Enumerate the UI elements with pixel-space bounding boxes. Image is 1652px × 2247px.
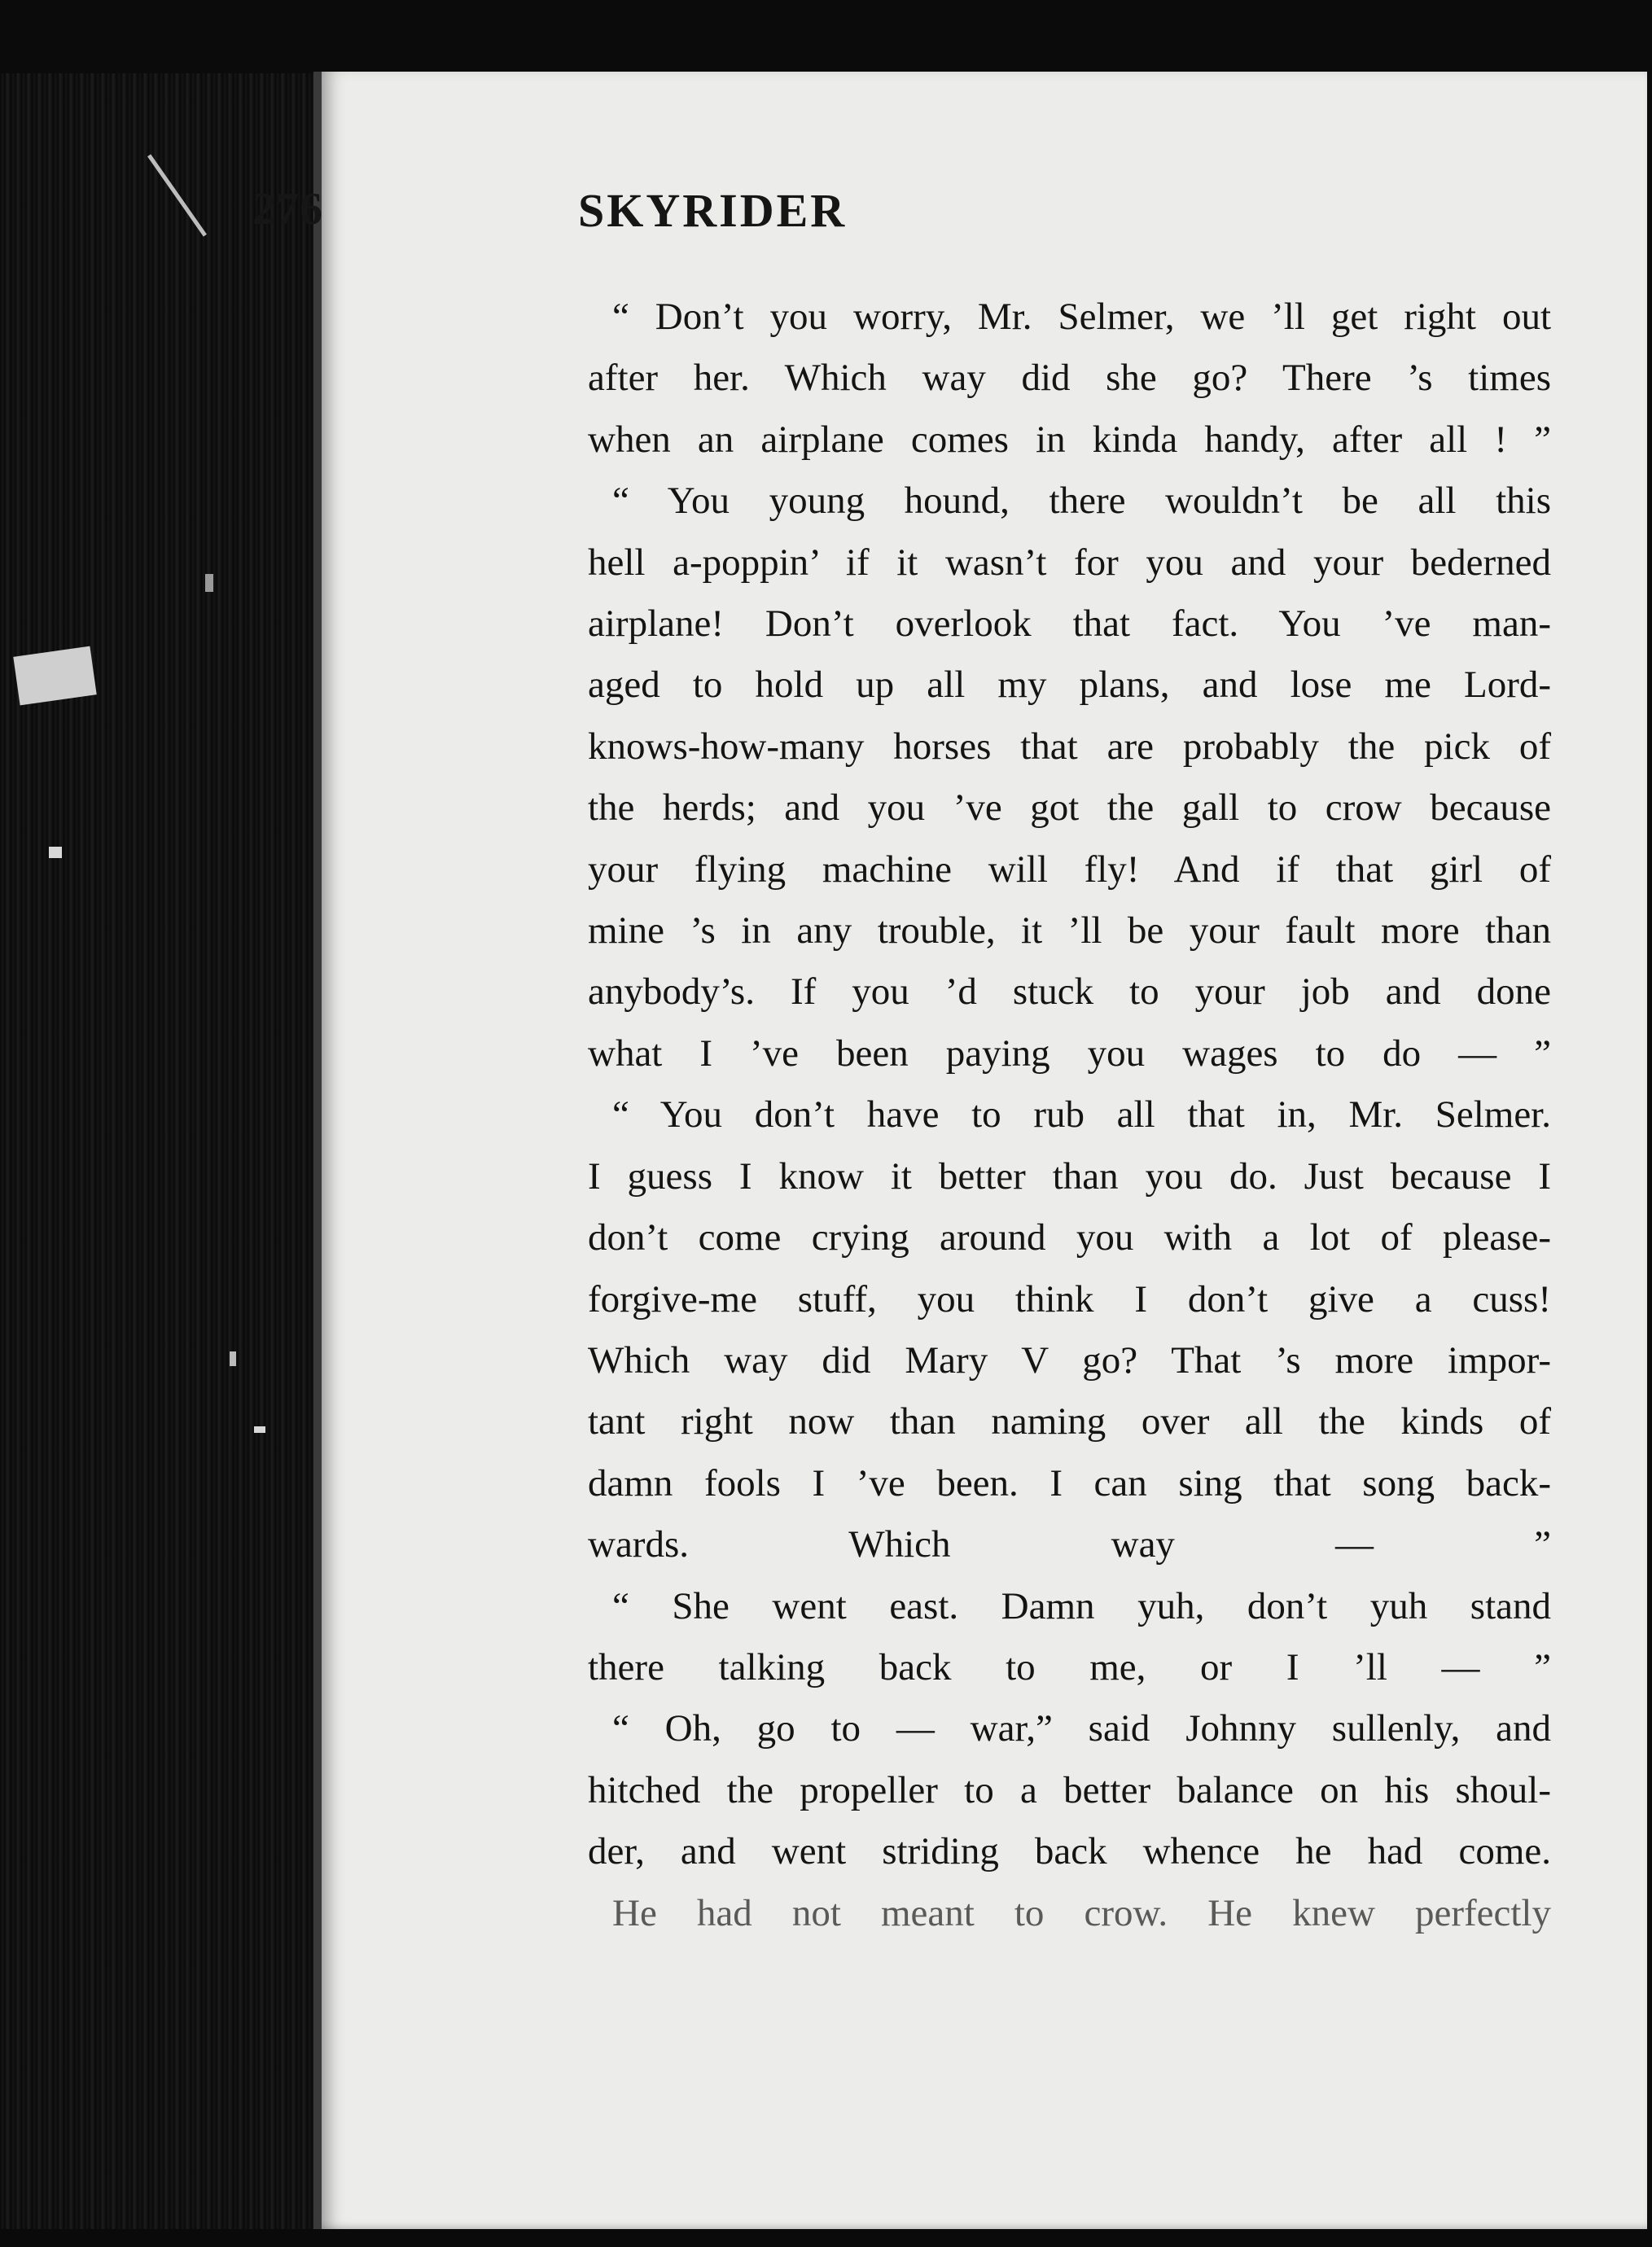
spine-scratch <box>147 154 207 236</box>
text-line: your flying machine will fly! And if that girl of <box>588 848 1551 891</box>
spine-scratch <box>13 646 96 706</box>
paragraph <box>588 1883 1551 1944</box>
text-line: aged to hold up all my plans, and lose me Lord- <box>588 664 1551 707</box>
paragraph <box>588 471 1551 1084</box>
text-line: anybody’s. If you ’d stuck to your job and done <box>588 970 1551 1014</box>
text-line: don’t come crying around you with a lot of please- <box>588 1216 1551 1259</box>
book-spine-edge <box>0 0 326 2247</box>
text-line: Which way did Mary V go? That ’s more impor- <box>588 1338 1551 1382</box>
text-line: when an airplane comes in kinda handy, after all ! ” <box>588 418 1551 461</box>
page-header <box>252 183 1551 248</box>
spine-speck <box>254 1426 265 1433</box>
text-line: He had not meant to crow. He knew perfectly <box>612 1891 1551 1934</box>
paragraph <box>588 1084 1551 1575</box>
text-line: wards. Which way — ” <box>588 1523 1551 1566</box>
text-line: what I ’ve been paying you wages to do — ” <box>588 1032 1551 1075</box>
text-line: tant right now than naming over all the kinds of <box>588 1400 1551 1443</box>
text-line: “ Don’t you worry, Mr. Selmer, we ’ll get right out <box>612 296 1551 338</box>
text-line: hitched the propeller to a better balance on his shoul- <box>588 1768 1551 1811</box>
text-line: “ You don’t have to rub all that in, Mr. Selmer. <box>612 1093 1551 1137</box>
text-line: there talking back to me, or I ’ll — ” <box>588 1645 1551 1689</box>
text-line: mine ’s in any trouble, it ’ll be your fault more than <box>588 909 1551 953</box>
text-line: “ She went east. Damn yuh, don’t yuh stand <box>612 1584 1551 1627</box>
running-title: SKYRIDER <box>578 184 848 237</box>
text-line: “ Oh, go to — war,” said Johnny sullenly, and <box>612 1707 1551 1750</box>
spine-speck <box>205 574 213 592</box>
spine-speck <box>230 1351 236 1366</box>
text-line: after her. Which way did she go? There ’s times <box>588 357 1551 400</box>
body-text <box>588 287 1551 1944</box>
scan-border-top <box>0 0 1652 73</box>
text-line: forgive-me stuff, you think I don’t give a cuss! <box>588 1277 1551 1321</box>
text-line: airplane! Don’t overlook that fact. You ’ve man- <box>588 602 1551 646</box>
text-line: hell a-poppin’ if it wasn’t for you and your bederned <box>588 541 1551 584</box>
paragraph <box>588 1698 1551 1882</box>
text-line: I guess I know it better than you do. Just because I <box>588 1154 1551 1198</box>
page-number: 276 <box>252 184 323 234</box>
paragraph <box>588 287 1551 471</box>
text-line: “ You young hound, there wouldn’t be all this <box>612 480 1551 523</box>
text-line: knows-how-many horses that are probably the pick of <box>588 725 1551 768</box>
spine-speck <box>49 847 62 858</box>
paragraph <box>588 1576 1551 1699</box>
text-line: damn fools I ’ve been. I can sing that song back- <box>588 1461 1551 1505</box>
text-line: the herds; and you ’ve got the gall to crow because <box>588 786 1551 830</box>
scan-border-bottom <box>0 2229 1652 2247</box>
text-line: der, and went striding back whence he had come. <box>588 1830 1551 1873</box>
